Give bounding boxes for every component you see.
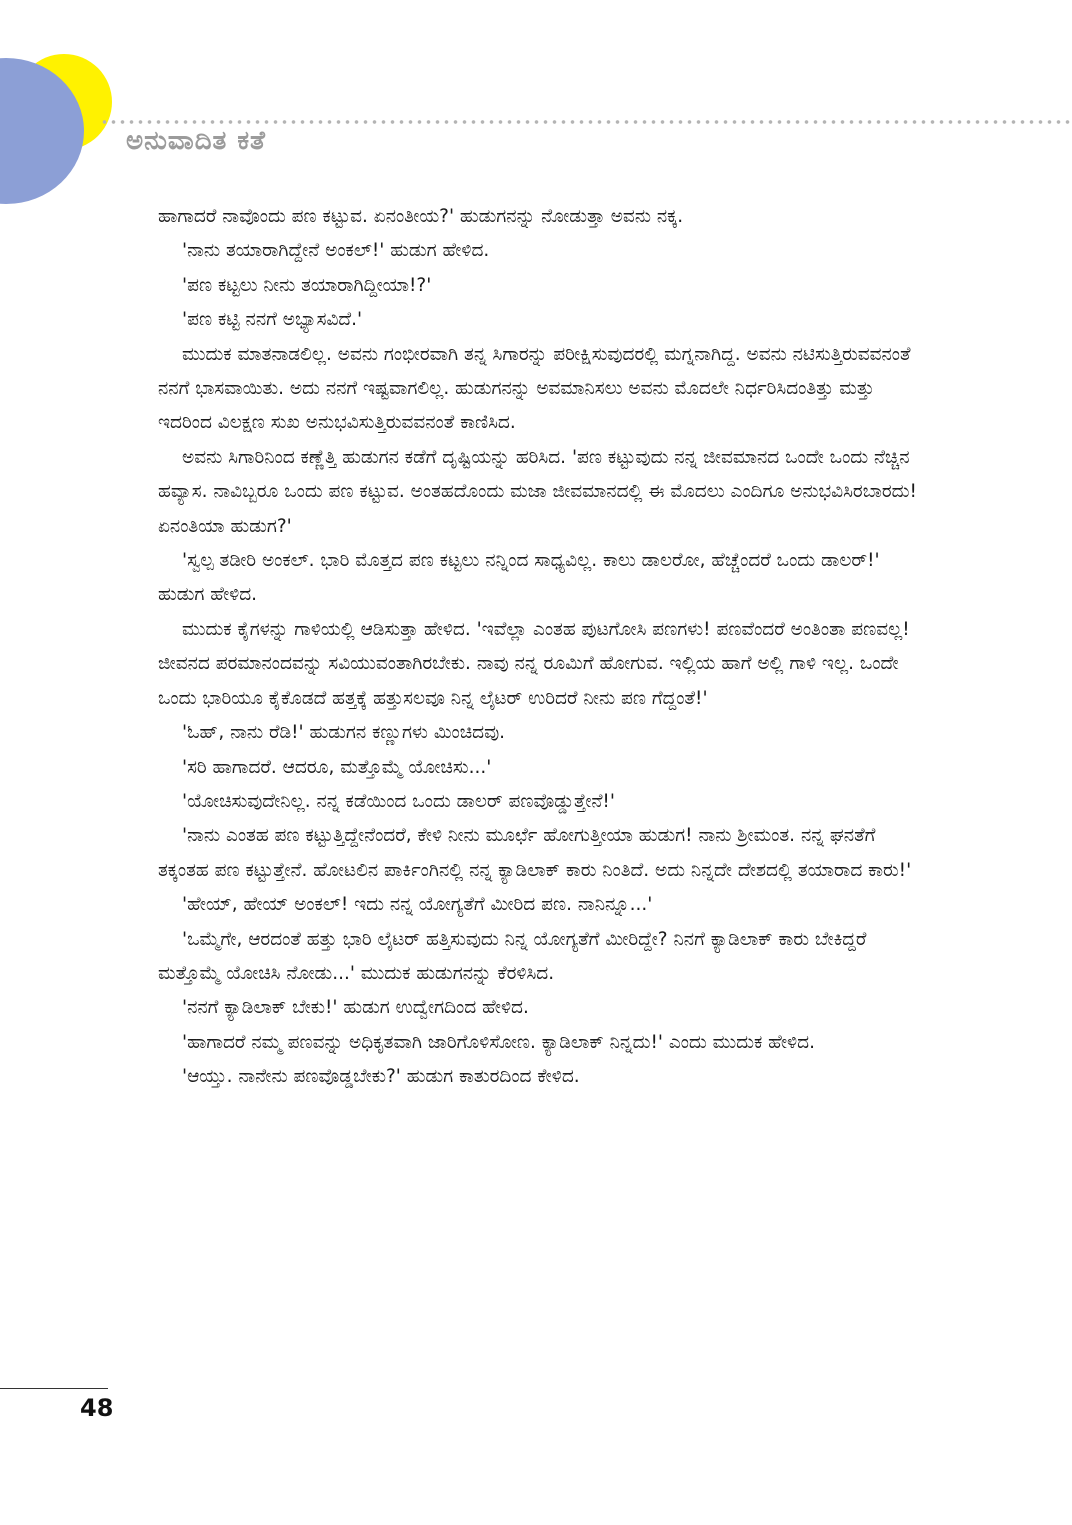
paragraph: 'ಸರಿ ಹಾಗಾದರೆ. ಆದರೂ, ಮತ್ತೊಮ್ಮೆ ಯೋಚಿಸು...' [182, 756, 492, 778]
paragraph: 'ಹಾಗಾದರೆ ನಮ್ಮ ಪಣವನ್ನು ಅಧಿಕೃತವಾಗಿ ಜಾರಿಗೊಳಿಸೋಣ. ಕ್ಯಾಡಿಲಾಕ್ ನಿನ್ನದು!' ಎಂದು ಮುದುಕ ಹೇಳಿದ. [182, 1031, 815, 1053]
paragraph: 'ಓಹ್, ನಾನು ರೆಡಿ!' ಹುಡುಗನ ಕಣ್ಣುಗಳು ಮಿಂಚಿದವು. [182, 722, 506, 744]
paragraph: 'ನಾನು ತಯಾರಾಗಿದ್ದೇನೆ ಅಂಕಲ್!' ಹುಡುಗ ಹೇಳಿದ. [182, 240, 490, 262]
paragraph: 'ಸ್ವಲ್ಪ ತಡೀರಿ ಅಂಕಲ್. ಭಾರಿ ಮೊತ್ತದ ಪಣ ಕಟ್ಟಲು ನನ್ನಿಂದ ಸಾಧ್ಯವಿಲ್ಲ. ಕಾಲು ಡಾಲರೋ, ಹೆಚ್ಚೆಂದರೆ ಒಂದು ಡಾಲರ್!' ಹುಡುಗ ಹೇಳಿದ. [158, 550, 880, 606]
paragraph: 'ನನಗೆ ಕ್ಯಾಡಿಲಾಕ್ ಬೇಕು!' ಹುಡುಗ ಉದ್ವೇಗದಿಂದ ಹೇಳಿದ. [182, 997, 529, 1019]
page-number: 48 [80, 1394, 114, 1422]
paragraph: 'ಯೋಚಿಸುವುದೇನಿಲ್ಲ. ನನ್ನ ಕಡೆಯಿಂದ ಒಂದು ಡಾಲರ್ ಪಣವೊಡ್ಡುತ್ತೇನೆ!' [182, 790, 615, 812]
paragraph: 'ಹೇಯ್, ಹೇಯ್ ಅಂಕಲ್! ಇದು ನನ್ನ ಯೋಗ್ಯತೆಗೆ ಮೀರಿದ ಪಣ. ನಾನಿನ್ನೂ...' [182, 894, 653, 916]
paragraph: ಮುದುಕ ಕೈಗಳನ್ನು ಗಾಳಿಯಲ್ಲಿ ಆಡಿಸುತ್ತಾ ಹೇಳಿದ. 'ಇವೆಲ್ಲಾ ಎಂತಹ ಪುಟಗೋಸಿ ಪಣಗಳು! ಪಣವೆಂದರೆ ಅಂತಿಂತಾ ಪಣವಲ್ಲ! ಜೀವನದ ಪರಮಾನಂದವನ್ನು ಸವಿಯುವಂತಾಗಿರಬೇಕು. ನಾವು ನನ್ನ ರೂಮಿಗೆ ಹೋಗುವ. ಇಲ್ಲಿಯ ಹಾಗೆ ಅಲ್ಲಿ ಗಾಳಿ ಇಲ್ಲ. ಒಂದೇ ಒಂದು ಭಾರಿಯೂ ಕೈಕೊಡದೆ ಹತ್ತಕ್ಕೆ ಹತ್ತುಸಲವೂ ನಿನ್ನ ಲೈಟರ್ ಉರಿದರೆ ನೀನು ಪಣ ಗೆದ್ದಂತೆ!' [158, 618, 910, 709]
paragraph: ಹಾಗಾದರೆ ನಾವೊಂದು ಪಣ ಕಟ್ಟುವ. ಏನಂತೀಯ?' ಹುಡುಗನನ್ನು ನೋಡುತ್ತಾ ಅವನು ನಕ್ಕ. [158, 206, 684, 227]
footer-rule [0, 1388, 108, 1389]
paragraph: 'ಪಣ ಕಟ್ಟಲು ನೀನು ತಯಾರಾಗಿದ್ದೀಯಾ!?' [182, 274, 432, 296]
story-body [158, 200, 918, 1095]
paragraph: ಮುದುಕ ಮಾತನಾಡಲಿಲ್ಲ. ಅವನು ಗಂಭೀರವಾಗಿ ತನ್ನ ಸಿಗಾರನ್ನು ಪರೀಕ್ಷಿಸುವುದರಲ್ಲಿ ಮಗ್ನನಾಗಿದ್ದ. ಅವನು ನಟಿಸುತ್ತಿರುವವನಂತೆ ನನಗೆ ಭಾಸವಾಯಿತು. ಅದು ನನಗೆ ಇಷ್ಟವಾಗಲಿಲ್ಲ. ಹುಡುಗನನ್ನು ಅವಮಾನಿಸಲು ಅವನು ಮೊದಲೇ ನಿರ್ಧರಿಸಿದಂತಿತ್ತು ಮತ್ತು ಇದರಿಂದ ವಿಲಕ್ಷಣ ಸುಖ ಅನುಭವಿಸುತ್ತಿರುವವನಂತೆ ಕಾಣಿಸಿದ. [158, 343, 911, 434]
paragraph: 'ಪಣ ಕಟ್ಟಿ ನನಗೆ ಅಭ್ಯಾಸವಿದೆ.' [182, 309, 363, 331]
paragraph: ಅವನು ಸಿಗಾರಿನಿಂದ ಕಣ್ಣೆತ್ತಿ ಹುಡುಗನ ಕಡೆಗೆ ದೃಷ್ಟಿಯನ್ನು ಹರಿಸಿದ. 'ಪಣ ಕಟ್ಟುವುದು ನನ್ನ ಜೀವಮಾನದ ಒಂದೇ ಒಂದು ನೆಚ್ಚಿನ ಹವ್ಯಾಸ. ನಾವಿಬ್ಬರೂ ಒಂದು ಪಣ ಕಟ್ಟುವ. ಅಂತಹದೊಂದು ಮಜಾ ಜೀವಮಾನದಲ್ಲಿ ಈ ಮೊದಲು ಎಂದಿಗೂ ಅನುಭವಿಸಿರಬಾರದು! ಏನಂತಿಯಾ ಹುಡುಗ?' [158, 446, 917, 537]
dotted-rule [100, 119, 1072, 125]
paragraph: 'ನಾನು ಎಂತಹ ಪಣ ಕಟ್ಟುತ್ತಿದ್ದೇನೆಂದರೆ, ಕೇಳಿ ನೀನು ಮೂರ್ಛೆ ಹೋಗುತ್ತೀಯಾ ಹುಡುಗ! ನಾನು ಶ್ರೀಮಂತ. ನನ್ನ ಘನತೆಗೆ ತಕ್ಕಂತಹ ಪಣ ಕಟ್ಟುತ್ತೇನೆ. ಹೋಟಲಿನ ಪಾರ್ಕಿಂಗಿನಲ್ಲಿ ನನ್ನ ಕ್ಯಾಡಿಲಾಕ್ ಕಾರು ನಿಂತಿದೆ. ಅದು ನಿನ್ನದೇ ದೇಶದಲ್ಲಿ ತಯಾರಾದ ಕಾರು!' [158, 825, 912, 881]
paragraph: 'ಆಯ್ತು. ನಾನೇನು ಪಣವೊಡ್ಡಬೇಕು?' ಹುಡುಗ ಕಾತುರದಿಂದ ಕೇಳಿದ. [182, 1066, 580, 1088]
paragraph: 'ಒಮ್ಮೆಗೇ, ಆರದಂತೆ ಹತ್ತು ಭಾರಿ ಲೈಟರ್ ಹತ್ತಿಸುವುದು ನಿನ್ನ ಯೋಗ್ಯತೆಗೆ ಮೀರಿದ್ದೇ? ನಿನಗೆ ಕ್ಯಾಡಿಲಾಕ್ ಕಾರು ಬೇಕಿದ್ದರೆ ಮತ್ತೊಮ್ಮೆ ಯೋಚಿಸಿ ನೋಡು...' ಮುದುಕ ಹುಡುಗನನ್ನು ಕೆರಳಿಸಿದ. [158, 928, 867, 984]
section-title: ಅನುವಾದಿತ ಕತೆ [126, 126, 266, 156]
